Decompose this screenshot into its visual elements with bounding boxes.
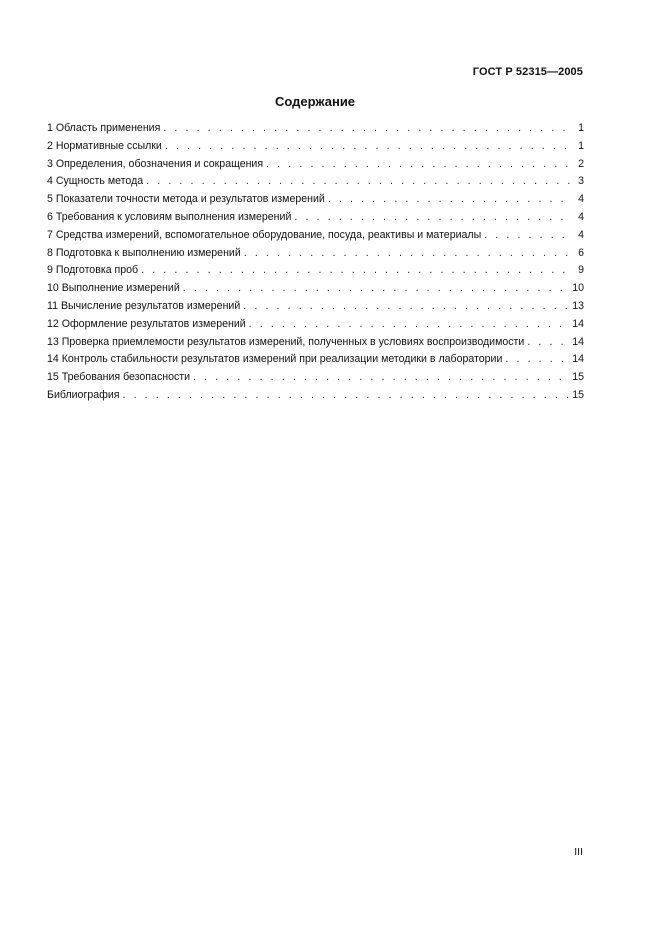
toc-entry[interactable] — [47, 174, 584, 192]
toc-entry-page: 14 — [572, 335, 584, 348]
toc-entry-page: 3 — [578, 175, 584, 188]
dot-leader — [122, 388, 570, 402]
dot-leader — [294, 210, 570, 224]
dot-leader — [193, 370, 570, 384]
toc-entry[interactable] — [47, 388, 584, 406]
toc-entry[interactable] — [47, 210, 584, 228]
toc-entry-label: 9 Подготовка проб — [47, 264, 139, 277]
toc-entry[interactable] — [47, 352, 584, 370]
toc-entry[interactable] — [47, 263, 584, 281]
toc-title: Содержание — [274, 94, 356, 109]
dot-leader — [243, 299, 570, 313]
toc-entry-page: 1 — [578, 139, 584, 152]
toc-entry-page: 14 — [572, 353, 584, 366]
toc-entry[interactable] — [47, 370, 584, 388]
toc-entry[interactable] — [47, 192, 584, 210]
toc-entry-page: 6 — [578, 246, 584, 259]
toc-entry[interactable] — [47, 299, 584, 317]
toc-entry-label: 4 Сущность метода — [47, 175, 144, 188]
toc-entry[interactable] — [47, 281, 584, 299]
dot-leader — [146, 174, 570, 188]
toc-entry-page: 10 — [572, 282, 584, 295]
dot-leader — [249, 317, 570, 331]
dot-leader — [328, 192, 570, 206]
toc-entry[interactable] — [47, 246, 584, 264]
page-number: III — [574, 846, 583, 858]
toc-entry[interactable] — [47, 121, 584, 139]
toc-entry-page: 15 — [572, 371, 584, 384]
toc-entry-label: 14 Контроль стабильности результатов измерений при реализации методики в лаборатории — [47, 353, 503, 366]
toc-entry[interactable] — [47, 157, 584, 175]
toc-entry-label: 5 Показатели точности метода и результатов измерений — [47, 193, 325, 206]
document-code: ГОСТ Р 52315—2005 — [472, 66, 583, 78]
dot-leader — [266, 157, 570, 171]
toc-entry-label: 2 Нормативные ссылки — [47, 139, 162, 152]
toc-entry[interactable] — [47, 228, 584, 246]
toc-entry-label: 15 Требования безопасности — [47, 371, 191, 384]
toc-entry-label: 1 Область применения — [47, 122, 161, 134]
dot-leader — [484, 228, 570, 242]
toc-entry[interactable] — [47, 317, 584, 335]
dot-leader — [183, 281, 570, 295]
toc-entry-label: 12 Оформление результатов измерений — [47, 317, 246, 330]
toc-entry-page: 4 — [578, 210, 584, 223]
toc-entry-label: 13 Проверка приемлемости результатов измерений, полученных в условиях воспроизводимости — [47, 335, 525, 348]
dot-leader — [244, 246, 570, 260]
toc-entry[interactable] — [47, 139, 584, 157]
dot-leader — [165, 139, 570, 153]
dot-leader — [505, 352, 570, 366]
dot-leader — [141, 263, 570, 277]
toc-entry[interactable] — [47, 335, 584, 353]
toc-entry-label: 3 Определения, обозначения и сокращения — [47, 157, 264, 170]
toc-entry-page: 1 — [578, 122, 584, 134]
dot-leader — [527, 335, 570, 349]
toc-entry-label: 11 Вычисление результатов измерений — [47, 299, 241, 312]
toc-entry-label: Библиография — [47, 388, 120, 401]
toc-entry-label: 10 Выполнение измерений — [47, 282, 180, 295]
dot-leader — [163, 121, 570, 135]
toc-entry-page: 4 — [578, 193, 584, 206]
table-of-contents — [47, 121, 584, 406]
toc-entry-label: 8 Подготовка к выполнению измерений — [47, 246, 241, 259]
toc-entry-label: 6 Требования к условиям выполнения измерений — [47, 210, 292, 223]
toc-entry-label: 7 Средства измерений, вспомогательное оборудование, посуда, реактивы и материалы — [47, 228, 482, 241]
toc-entry-page: 15 — [572, 388, 584, 401]
toc-entry-page: 13 — [572, 299, 584, 312]
toc-entry-page: 9 — [578, 264, 584, 277]
toc-entry-page: 2 — [578, 157, 584, 170]
toc-entry-page: 4 — [578, 228, 584, 241]
toc-entry-page: 14 — [572, 317, 584, 330]
